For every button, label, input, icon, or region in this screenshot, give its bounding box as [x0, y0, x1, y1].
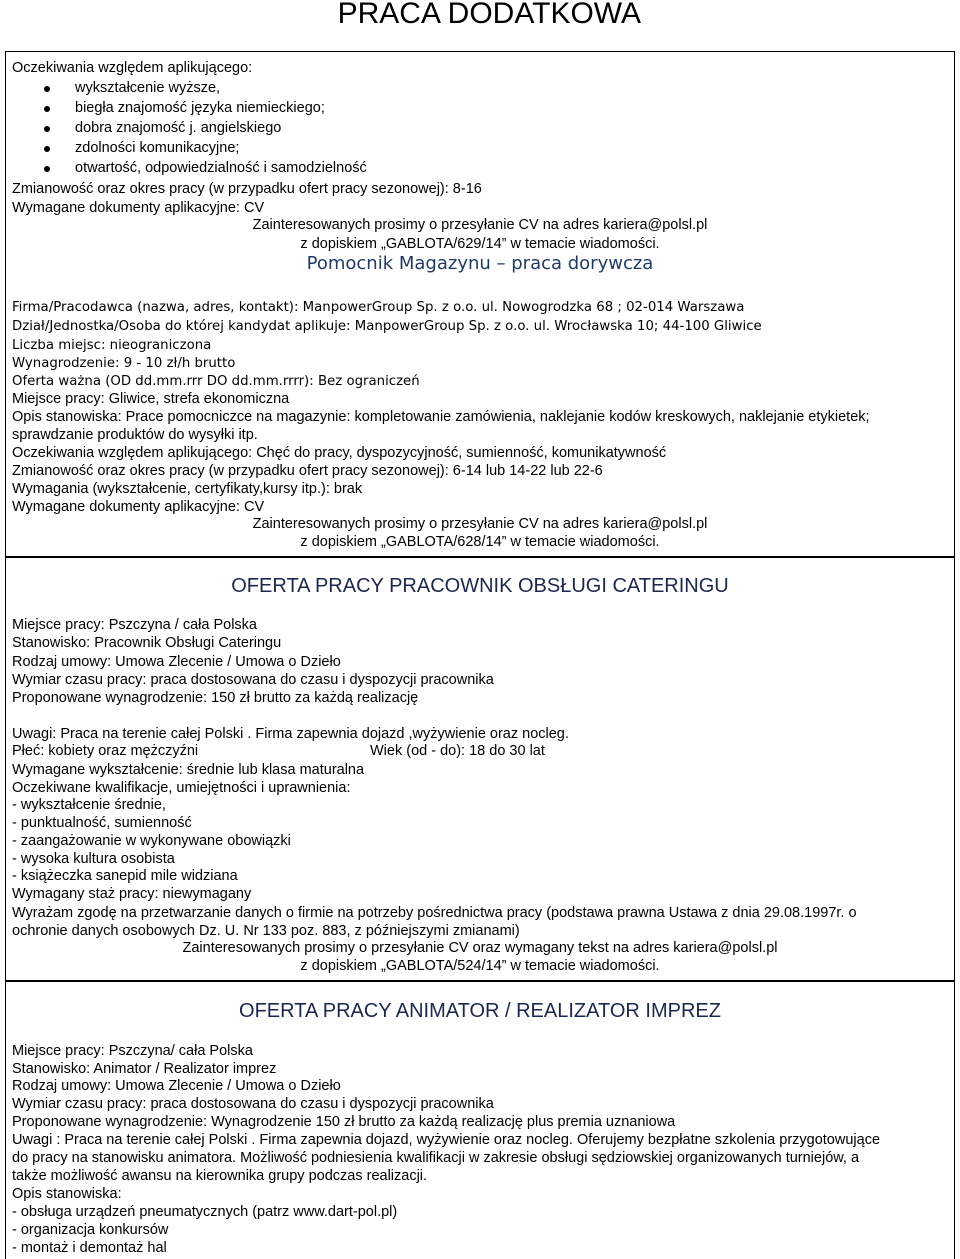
list-item: - montaż i demontaż hal	[12, 1240, 167, 1256]
experience-requirement: Wymagany staż pracy: niewymagany	[12, 886, 252, 902]
offer-title: OFERTA PRACY PRACOWNIK OBSŁUGI CATERINGU	[231, 575, 729, 597]
list-item: dobra znajomość j. angielskiego	[75, 120, 282, 136]
apply-instructions: Zainteresowanych prosimy o przesyłanie CV na adres kariera@polsl.pl	[252, 516, 708, 532]
list-item: - wykształcenie średnie,	[12, 797, 166, 813]
contract-type: Rodzaj umowy: Umowa Zlecenie / Umowa o Dzieło	[12, 654, 341, 670]
education-requirement: Wymagane wykształcenie: średnie lub klasa maturalna	[12, 762, 365, 778]
working-hours: Wymiar czasu pracy: praca dostosowana do czasu i dyspozycji pracownika	[12, 672, 494, 688]
work-location: Miejsce pracy: Pszczyna/ cała Polska	[12, 1043, 253, 1059]
list-item: - organizacja konkursów	[12, 1222, 169, 1238]
qualifications-label: Oczekiwane kwalifikacje, umiejętności i uprawnienia:	[12, 780, 351, 796]
offer-title: Pomocnik Magazynu – praca dorywcza	[306, 253, 654, 274]
offer-title: OFERTA PRACY ANIMATOR / REALIZATOR IMPREZ	[239, 1000, 721, 1022]
bullet-icon	[44, 126, 50, 132]
list-item: - obsługa urządzeń pneumatycznych (patrz www.dart-pol.pl)	[12, 1204, 398, 1220]
list-item: - wysoka kultura osobista	[12, 851, 175, 867]
apply-tag: z dopiskiem „GABLOTA/524/14” w temacie wiadomości.	[300, 958, 660, 974]
list-item: otwartość, odpowiedzialność i samodzielność	[75, 160, 367, 176]
apply-instructions: Zainteresowanych prosimy o przesyłanie CV oraz wymagany tekst na adres kariera@polsl.pl	[182, 940, 778, 956]
required-documents: Wymagane dokumenty aplikacyjne: CV	[12, 200, 265, 216]
apply-instructions: Zainteresowanych prosimy o przesyłanie CV na adres kariera@polsl.pl	[252, 217, 708, 233]
data-consent-cont: ochronie danych osobowych Dz. U. Nr 133 poz. 883, z późniejszymi zmianami)	[12, 923, 520, 939]
requirements: Wymagania (wykształcenie, certyfikaty,kursy itp.): brak	[12, 481, 363, 497]
list-item: zdolności komunikacyjne;	[75, 140, 240, 156]
position: Stanowisko: Animator / Realizator imprez	[12, 1061, 277, 1077]
contract-type: Rodzaj umowy: Umowa Zlecenie / Umowa o Dzieło	[12, 1078, 341, 1094]
apply-tag: z dopiskiem „GABLOTA/628/14” w temacie wiadomości.	[300, 534, 660, 550]
work-location: Miejsce pracy: Gliwice, strefa ekonomiczna	[12, 391, 290, 407]
list-item: biegła znajomość języka niemieckiego;	[75, 100, 325, 116]
salary: Proponowane wynagrodzenie: 150 zł brutto za każdą realizację	[12, 690, 419, 706]
list-item: wykształcenie wyższe,	[75, 80, 221, 96]
position: Stanowisko: Pracownik Obsługi Cateringu	[12, 635, 282, 651]
page-title: PRACA DODATKOWA	[337, 0, 641, 30]
positions-count: Liczba miejsc: nieograniczona	[12, 338, 212, 353]
list-item: - punktualność, sumienność	[12, 815, 192, 831]
apply-tag: z dopiskiem „GABLOTA/629/14” w temacie wiadomości.	[300, 236, 660, 252]
work-period: Zmianowość oraz okres pracy (w przypadku ofert pracy sezonowej): 6-14 lub 14-22 lub 22-6	[12, 463, 603, 479]
notes: Uwagi : Praca na terenie całej Polski . Firma zapewnia dojazd, wyżywienie oraz nocleg. Oferujemy bezpłatne szkolenia przygotowujące	[12, 1132, 881, 1148]
candidate-expectations: Oczekiwania względem aplikującego: Chęć do pracy, dyspozycyjność, sumienność, komunikatywność	[12, 445, 667, 461]
description-label: Opis stanowiska:	[12, 1186, 122, 1202]
list-item: - zaangażowanie w wykonywane obowiązki	[12, 833, 291, 849]
expectations-label: Oczekiwania względem aplikującego:	[12, 60, 253, 76]
salary: Proponowane wynagrodzenie: Wynagrodzenie 150 zł brutto za każdą realizację plus premia uznaniowa	[12, 1114, 676, 1130]
working-hours: Wymiar czasu pracy: praca dostosowana do czasu i dyspozycji pracownika	[12, 1096, 494, 1112]
notes-cont: także możliwość awansu na kierownika grupy podczas realizacji.	[12, 1168, 428, 1184]
work-period: Zmianowość oraz okres pracy (w przypadku ofert pracy sezonowej): 8-16	[12, 181, 482, 197]
offer-validity: Oferta ważna (OD dd.mm.rrr DO dd.mm.rrrr): Bez ograniczeń	[12, 374, 420, 389]
notes-cont: do pracy na stanowisku animatora. Możliwość podniesienia kwalifikacji w zakresie obsługi sędziowskiej organizowanych turniejów, a	[12, 1150, 860, 1166]
salary: Wynagrodzenie: 9 - 10 zł/h brutto	[12, 356, 236, 371]
required-documents: Wymagane dokumenty aplikacyjne: CV	[12, 499, 265, 515]
work-location: Miejsce pracy: Pszczyna / cała Polska	[12, 617, 257, 633]
employer: Firma/Pracodawca (nazwa, adres, kontakt): ManpowerGroup Sp. z o.o. ul. Nowogrodzka 68 ; 02-014 Warszawa	[12, 300, 745, 315]
age-requirement: Wiek (od - do): 18 do 30 lat	[370, 743, 545, 759]
sex-requirement: Płeć: kobiety oraz mężczyźni	[12, 743, 199, 759]
data-consent: Wyrażam zgodę na przetwarzanie danych o firmie na potrzeby pośrednictwa pracy (podstawa prawna Ustawa z dnia 29.08.1997r. o	[12, 905, 857, 921]
bullet-icon	[44, 86, 50, 92]
bullet-icon	[44, 106, 50, 112]
bullet-icon	[44, 166, 50, 172]
bullet-icon	[44, 146, 50, 152]
job-description-cont: sprawdzanie produktów do wysyłki itp.	[12, 427, 258, 443]
notes: Uwagi: Praca na terenie całej Polski . Firma zapewnia dojazd ,wyżywienie oraz nocleg.	[12, 726, 569, 742]
list-item: - książeczka sanepid mile widziana	[12, 868, 238, 884]
department: Dział/Jednostka/Osoba do której kandydat aplikuje: ManpowerGroup Sp. z o.o. ul. Wrocławska 10; 44-100 Gliwice	[12, 319, 762, 334]
job-description: Opis stanowiska: Prace pomocniczce na magazynie: kompletowanie zamówienia, naklejanie kodów kreskowych, naklejanie etykietek;	[12, 409, 870, 425]
